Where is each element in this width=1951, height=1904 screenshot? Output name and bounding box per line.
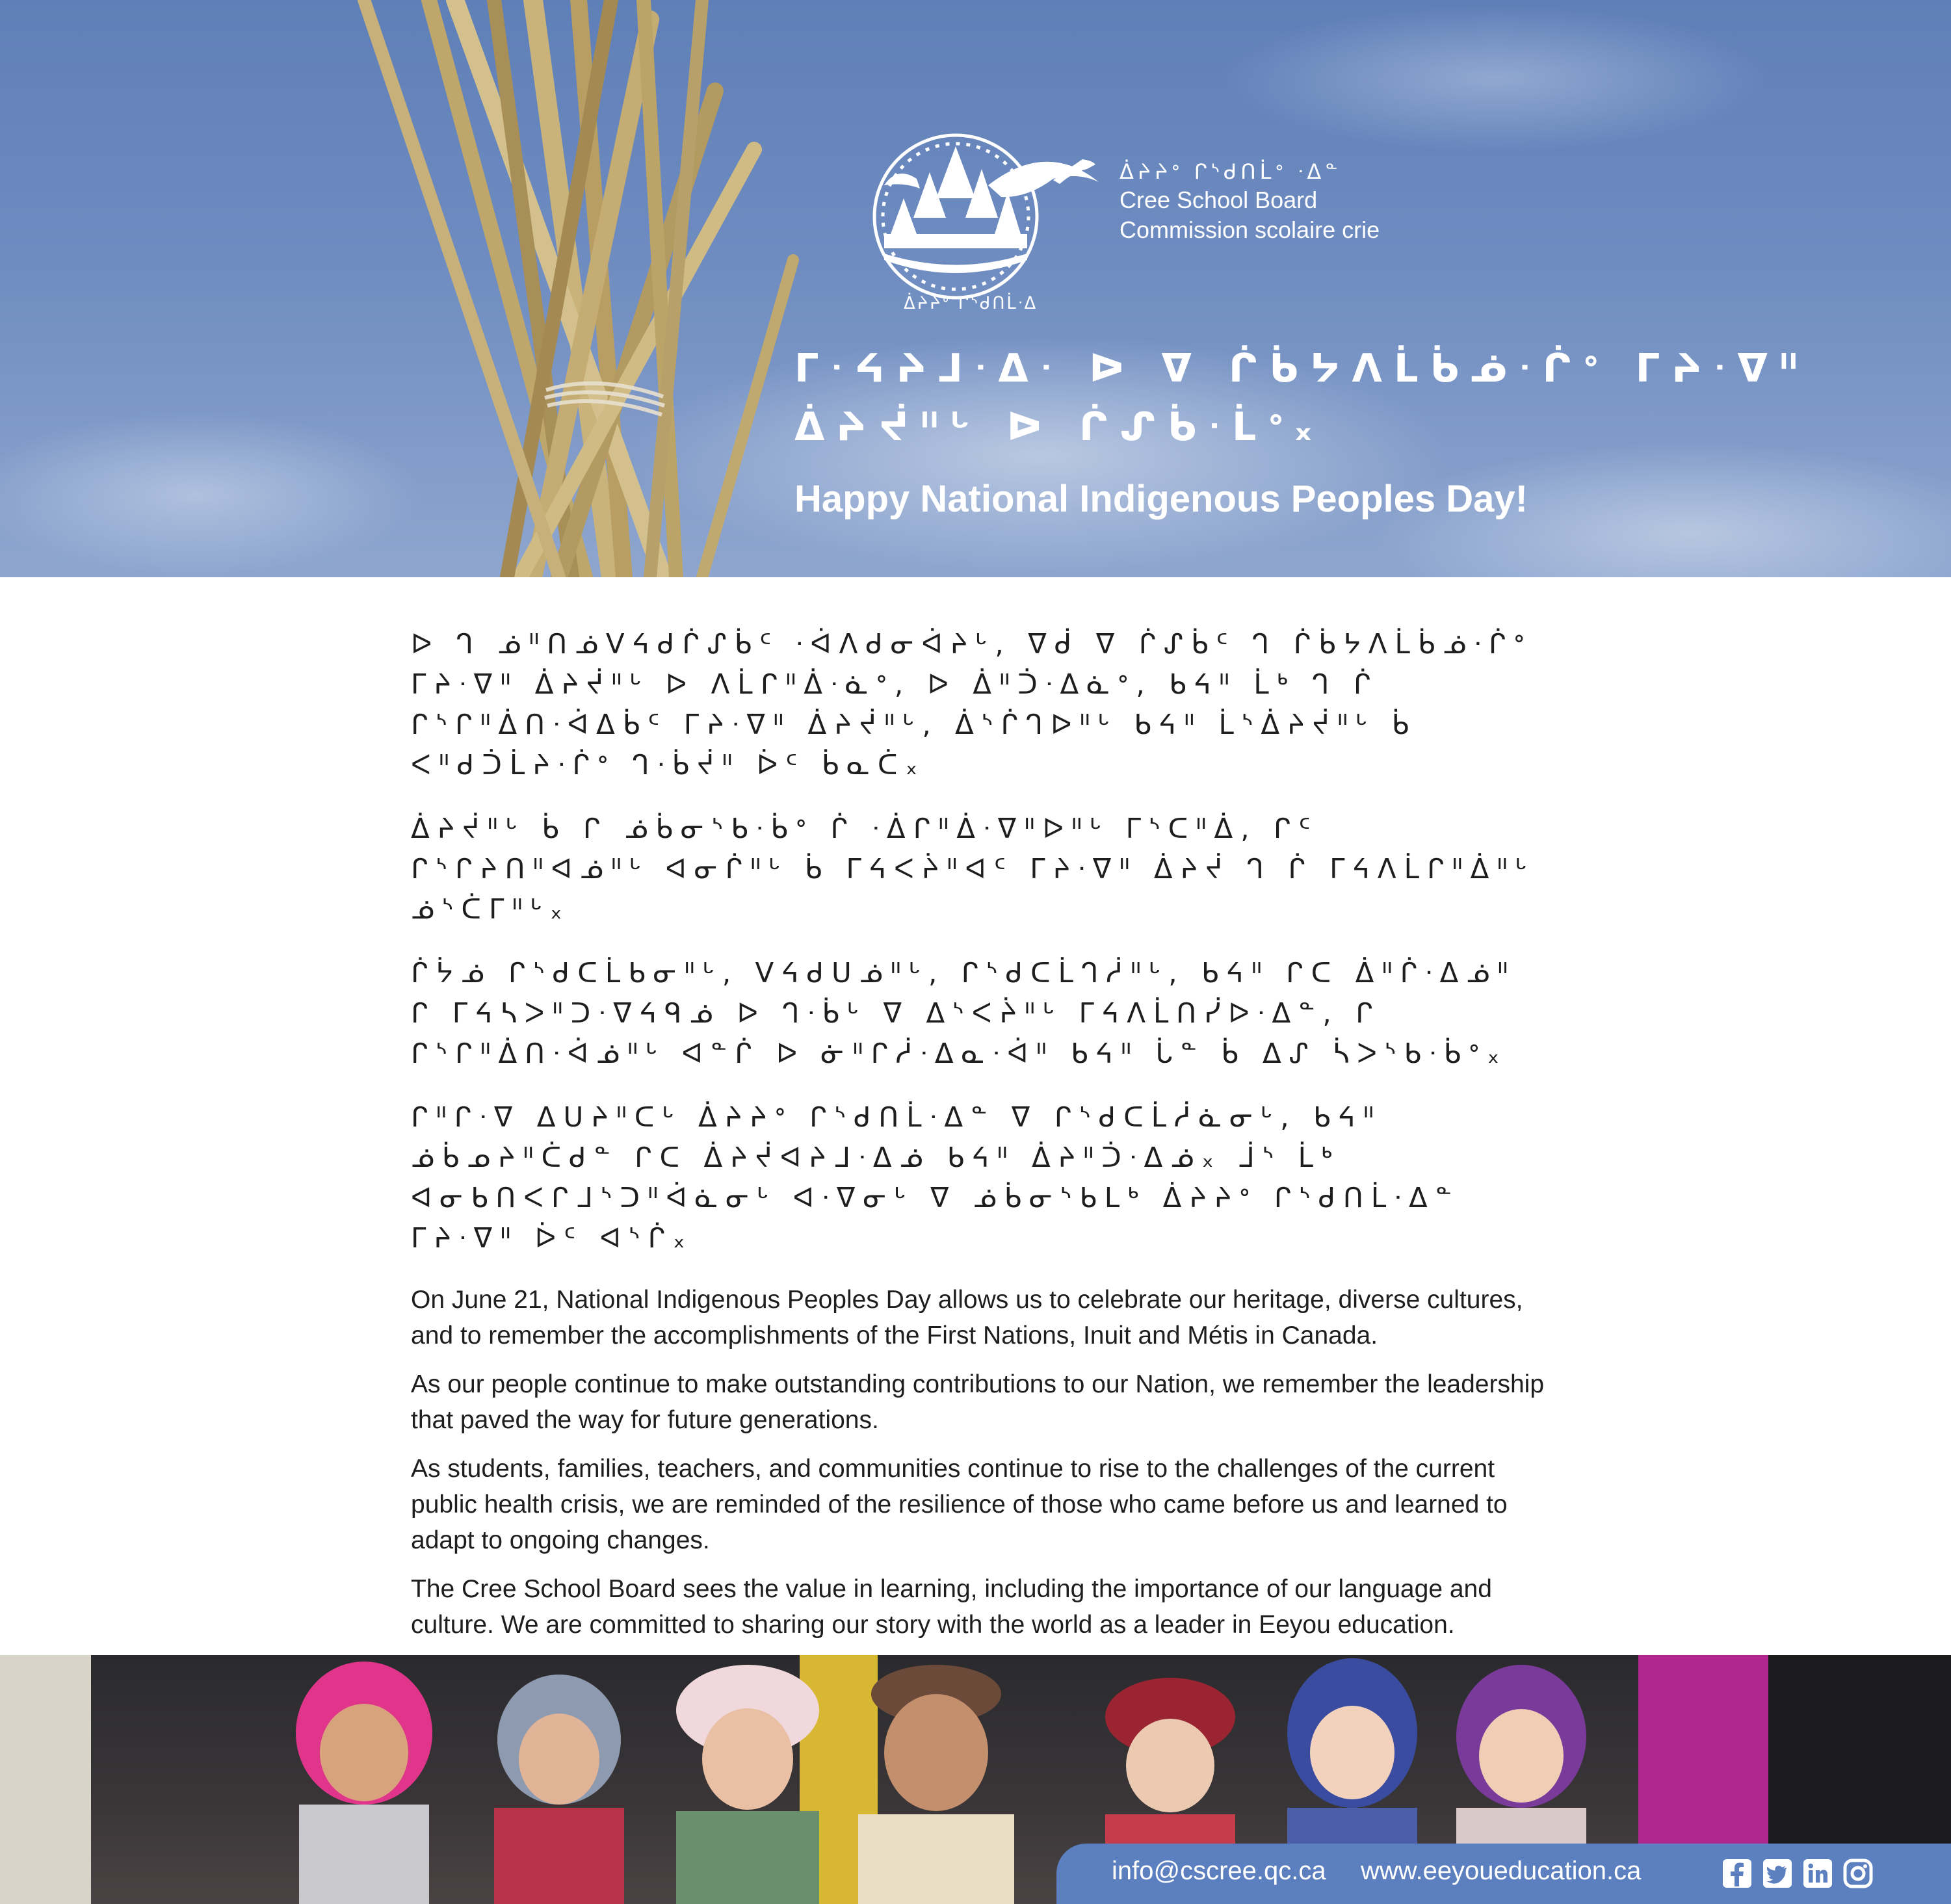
cree-school-board-logo (858, 120, 1112, 315)
teepee-poles-image (0, 0, 845, 577)
facebook-icon[interactable] (1722, 1858, 1753, 1889)
logo-emblem-syllabics: ᐄᔨᔨᐤ ᒋᔅᑯᑎᒫᐧᐃ (904, 294, 1038, 313)
english-paragraph-2: As our people continue to make outstanding contributions to our Nation, we remember the leadership that paved the way for future generations. (411, 1370, 1545, 1434)
email-link[interactable]: info@cscree.qc.ca (1112, 1857, 1326, 1885)
syllabic-paragraph-2: ᐄᔨᔫᐦᒡ ᑳ ᒋ ᓅᑳᓂᔅᑲᐧᑳᐤ ᒌ ᐧᐄᒋᐦᐄᐧᐁᐦᐅᐦᒡ ᒥᔅᑕᐦᐄ, ᒋᑦ ᒋᔅᒋᔨᑎᐦᐊᓅᐦᒡ ᐊᓂᒌᐦᒡ ᑳ ᒥᔦᐸᔩᐦᐊᑦ ᒥᔨᐧᐁᐦ ᐄᔨᔫ ᒉ ᒌ ᒥᔦᐱᒫᒋᐦᐄᐦᒡ ᓅᔅᑖᒥᐦᒡ᙮ (411, 813, 1535, 925)
linkedin-icon[interactable] (1802, 1858, 1833, 1889)
syllabic-paragraph-3: ᒌᔮᓅ ᒋᔅᑯᑕᒫᑲᓂᐦᒡ, ᐯᔦᑯᑌᓅᐦᒡ, ᒋᔅᑯᑕᒫᒉᓲᐦᒡ, ᑲᔦᐦ ᒋᑕ ᐄᐦᒌᐧᐃᓅᐦ ᒋ ᒥᔦᓴᐳᐦᑐᐧᐁᔦᑫᓅ ᐅ ᒉᐧᑳᒡ ᐁ ᐃᔅᐸᔩᐦᒡ ᒥᔦᐱᒫᑎᓰᐅᐧᐃᓐ, ᒋ ᒋᔅᒋᐦᐄᑎᐧᐋᓅᐦᒡ ᐊᓐᒌ ᐅ ᓃᐦᒋᓲᐧᐃᓇᐧᐋᐦ ᑲᔦᐦ ᒑᓐ ᑳ ᐃᔑ ᓵᐳᔅᑲᐧᑳᐤ᙮ (411, 957, 1516, 1069)
twitter-icon[interactable] (1762, 1858, 1793, 1889)
english-paragraph-4: The Cree School Board sees the value in learning, including the importance of our language and culture. We are committed to sharing our story with the world as a leader in Eeyou education. (411, 1575, 1492, 1639)
org-name-french: Commission scolaire crie (1120, 216, 1380, 243)
english-paragraph-3: As students, families, teachers, and communities continue to rise to the challenges of the current public health crisis, we are reminded of the resilience of those who came before us and learned to adapt to ongoing changes. (411, 1455, 1508, 1554)
logo-wordmark (1120, 158, 1380, 245)
instagram-icon[interactable] (1842, 1858, 1874, 1889)
hero-syllabic-line-2: ᐄᔨᔫᐦᒡ ᐅ ᒌᔑᑳᐧᒫᐤ᙮ (794, 404, 1324, 450)
english-message (411, 1282, 1549, 1643)
syllabic-paragraph-4: ᒋᐦᒋᐧᐁ ᐃᑌᔨᐦᑕᒡ ᐄᔨᔨᐤ ᒋᔅᑯᑎᒫᐧᐃᓐ ᐁ ᒋᔅᑯᑕᒫᓲᓈᓂᒡ, ᑲᔦᐦ ᓅᑳᓄᔨᐦᑖᑯᓐ ᒋᑕ ᐄᔨᔫᐊᔨᒧᐧᐃᓅ ᑲᔦᐦ ᐄᔨᐦᑑᐧᐃᓅ᙮ ᒨᔅ ᒫᒃ ᐊᓂᑲᑎᐸᒋᒧᔅᑐᐦᐋᓈᓂᒡ ᐊᐧᐁᓂᒡ ᐁ ᓅᑳᓂᔅᑲᒪᒃ ᐄᔨᔨᐤ ᒋᔅᑯᑎᒫᐧᐃᓐ ᒥᔨᐧᐁᐦ ᐆᑦ ᐊᔅᒌ᙮ (411, 1101, 1460, 1254)
contact-bar (1056, 1844, 1951, 1904)
english-paragraph-1: On June 21, National Indigenous Peoples Day allows us to celebrate our heritage, diverse cultures, and to remember the accomplishments of the First Nations, Inuit and Métis in Canada. (411, 1286, 1523, 1350)
website-link[interactable]: www.eeyoueducation.ca (1361, 1857, 1642, 1885)
org-name-syllabic: ᐄᔨᔨᐤ ᒋᔅᑯᑎᒫᐤ ᐧᐃᓐ (1120, 159, 1342, 184)
hero-syllabic-line-1: ᒥᐧᔦᔨᒧᐧᐃᐧ ᐅ ᐁ ᒌᑳᔭᐱᒫᑳᓅᐧᒌᐤ ᒥᔨᐧᐁᐦ (794, 346, 1810, 391)
hero-banner (0, 0, 1951, 577)
hero-title: Happy National Indigenous Peoples Day! (794, 478, 1528, 520)
hero-syllabic-title (794, 339, 1835, 456)
syllabic-paragraph-1: ᐅ ᒉ ᓅᐦᑎᓅᐯᔦᑯᒌᔑᑳᑦ ᐧᐋᐱᑯᓂᐋᔨᒡ, ᐁᑰ ᐁ ᒌᔑᑳᑦ ᒉ ᒌᑳᔭᐱᒫᑳᓅᐧᒌᐤ ᒥᔨᐧᐁᐦ ᐄᔨᔫᐦᒡ ᐅ ᐱᒫᒋᐦᐄᐧᓈᐤ, ᐅ ᐄᐦᑑᐧᐃᓈᐤ, ᑲᔦᐦ ᒫᒃ ᒉ ᒌ ᒋᔅᒋᐦᐄᑎᐧᐋᐃᑳᑦ ᒥᔨᐧᐁᐦ ᐄᔨᔫᐦᒡ, ᐄᔅᒌᒉᐅᐦᒡ ᑲᔦᐦ ᒫᔅᐄᔨᔫᐦᒡ ᑳ ᐸᐦᑯᑑᒫᔨᐧᒌᐤ ᒉᐧᑳᔫᐦ ᐆᑦ ᑳᓇᑖ᙮ (411, 628, 1532, 781)
org-name-english: Cree School Board (1120, 187, 1318, 213)
message-body (411, 624, 1549, 1656)
